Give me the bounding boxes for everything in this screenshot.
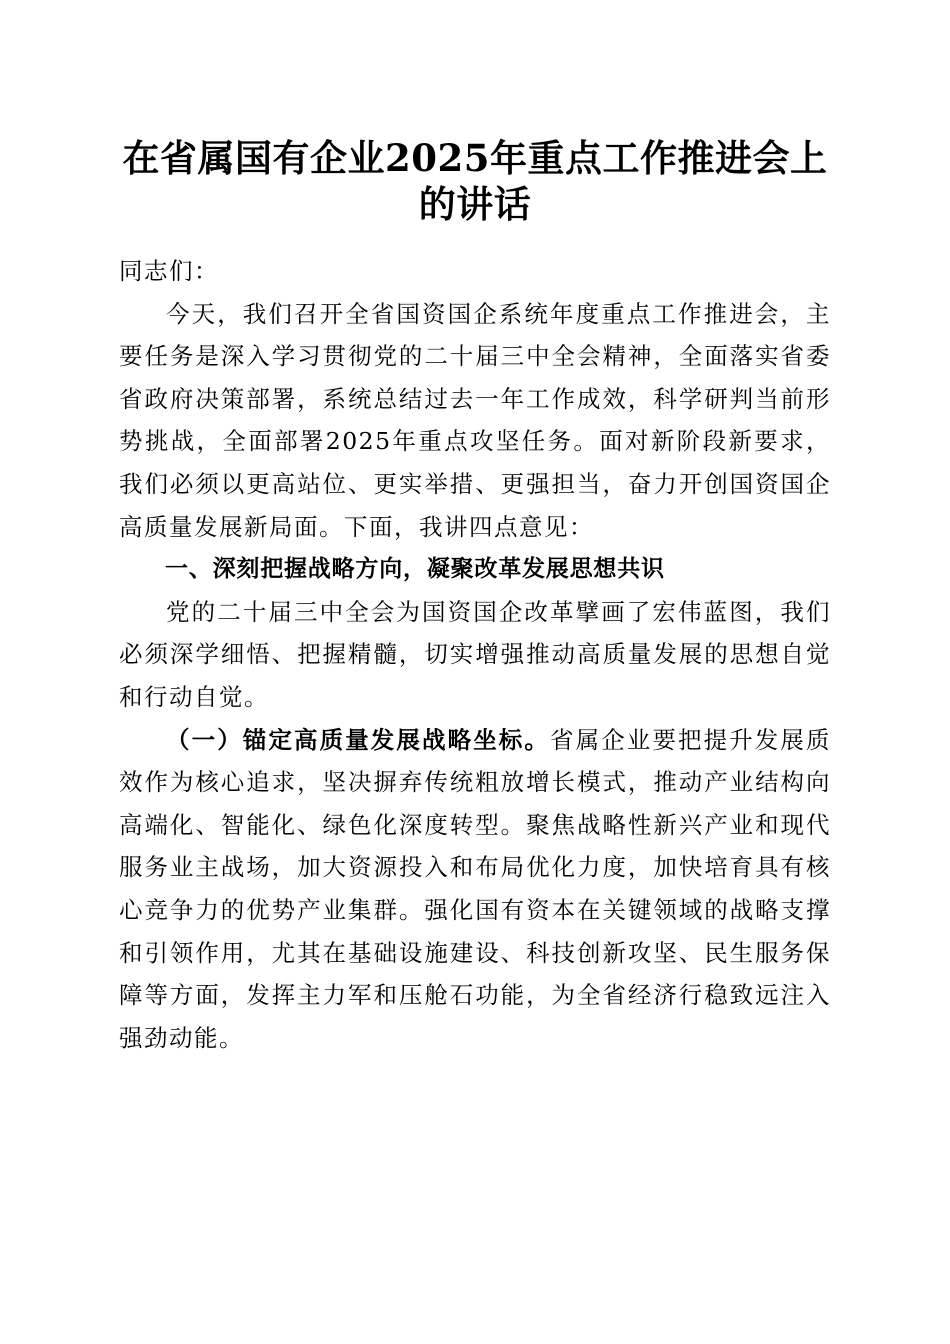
subsection-1-body: 省属企业要把提升发展质效作为核心追求，坚决摒弃传统粗放增长模式，推动产业结构向高端化、智能化、绿色化深度转型。聚焦战略性新兴产业和现代服务业主战场，加大资源投入和布局优化力度，加快培育具有核心竞争力的优势产业集群。强化国有资本在关键领域的战略支撑和引领作用，尤其在基础设施建设、科技创新攻坚、民生服务保障等方面，发挥主力军和压舱石功能，为全省经济行稳致远注入强劲动能。 bbox=[119, 725, 831, 1052]
section-1-heading: 一、深刻把握战略方向，凝聚改革发展思想共识 bbox=[165, 556, 665, 583]
subsection-1-paragraph bbox=[119, 719, 831, 1060]
greeting: 同志们： bbox=[119, 257, 219, 285]
subsection-1-heading: （一）锚定高质量发展战略坐标。 bbox=[166, 725, 550, 754]
document-title: 在省属国有企业2025年重点工作推进会上的讲话 bbox=[122, 136, 828, 226]
document-body bbox=[119, 250, 831, 1059]
intro-paragraph: 今天，我们召开全省国资国企系统年度重点工作推进会，主要任务是深入学习贯彻党的二十届三中全会精神，全面落实省委省政府决策部署，系统总结过去一年工作成效，科学研判当前形势挑战，全面部署2025年重点攻坚任务。面对新阶段新要求，我们必须以更高站位、更实举措、更强担当，奋力开创国资国企高质量发展新局面。下面，我讲四点意见： bbox=[119, 299, 831, 541]
section-1-intro: 党的二十届三中全会为国资国企改革擘画了宏伟蓝图，我们必须深学细悟、把握精髓，切实增强推动高质量发展的思想自觉和行动自觉。 bbox=[119, 597, 831, 711]
